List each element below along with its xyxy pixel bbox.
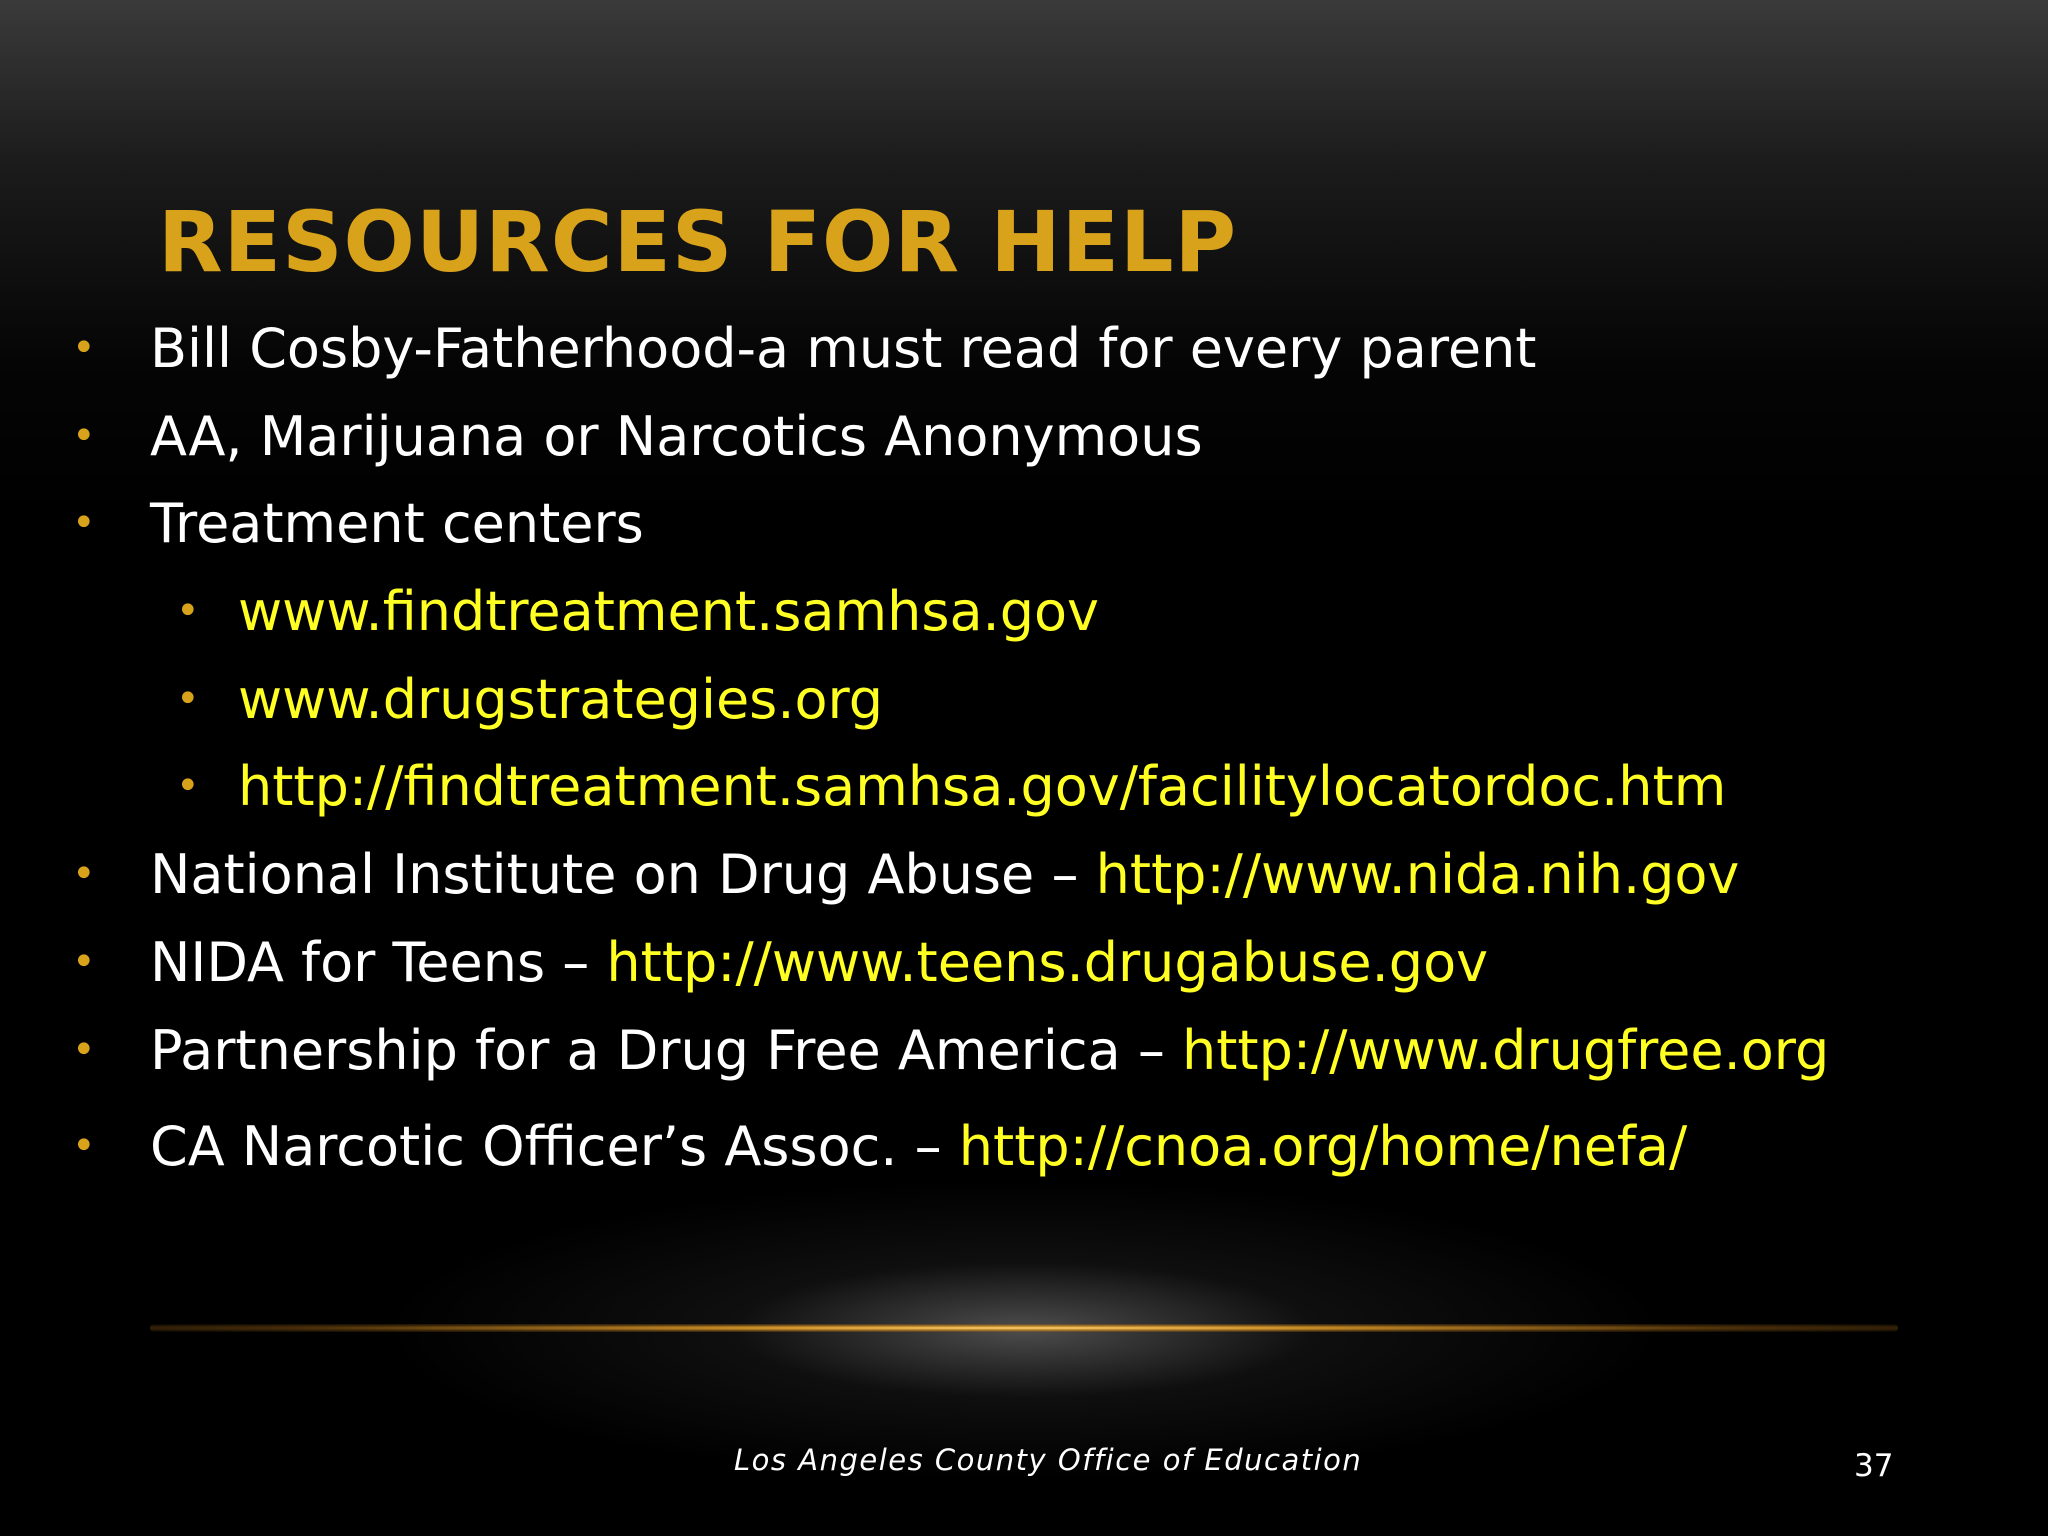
bullet-icon: • — [72, 413, 96, 459]
resource-link[interactable]: http://www.drugfree.org — [1182, 1019, 1830, 1082]
list-item — [72, 931, 1489, 994]
bullet-text: Treatment centers — [150, 492, 644, 555]
list-item — [72, 843, 1740, 906]
bullet-icon: • — [176, 588, 200, 634]
bullet-text: AA, Marijuana or Narcotics Anonymous — [150, 405, 1203, 468]
resource-link[interactable]: http://www.teens.drugabuse.gov — [606, 931, 1489, 994]
decorative-glow-divider — [150, 1324, 1898, 1332]
list-item — [72, 317, 1537, 380]
list-item — [72, 1019, 1830, 1082]
resource-link[interactable]: www.findtreatment.samhsa.gov — [238, 580, 1099, 643]
footer-organization: Los Angeles County Office of Education — [734, 1443, 1363, 1477]
list-item — [176, 580, 1099, 643]
list-item — [72, 492, 644, 555]
resource-link[interactable]: http://findtreatment.samhsa.gov/facilitylocatordoc.htm — [238, 755, 1727, 818]
resource-link[interactable]: http://www.nida.nih.gov — [1095, 843, 1740, 906]
bullet-icon: • — [72, 851, 96, 897]
bullet-text: Partnership for a Drug Free America – — [150, 1019, 1183, 1082]
list-item — [72, 405, 1203, 468]
bullet-icon: • — [72, 1123, 96, 1169]
bullet-icon: • — [72, 939, 96, 985]
bullet-icon: • — [72, 325, 96, 371]
list-item — [176, 668, 884, 731]
bullet-icon: • — [176, 763, 200, 809]
bullet-icon: • — [72, 1027, 96, 1073]
page-number: 37 — [1854, 1448, 1894, 1484]
bullet-text: Bill Cosby-Fatherhood-a must read for every parent — [150, 317, 1537, 380]
bullet-text: CA Narcotic Officer’s Assoc. – — [150, 1115, 959, 1178]
list-item — [72, 1115, 1688, 1178]
bullet-text: National Institute on Drug Abuse – — [150, 843, 1096, 906]
list-item — [176, 755, 1727, 818]
bullet-icon: • — [72, 500, 96, 546]
slide-title: RESOURCES FOR HELP — [158, 193, 1238, 291]
resource-link[interactable]: http://cnoa.org/home/nefa/ — [958, 1115, 1688, 1178]
bullet-icon: • — [176, 676, 200, 722]
bullet-text: NIDA for Teens – — [150, 931, 607, 994]
resource-link[interactable]: www.drugstrategies.org — [238, 668, 884, 731]
